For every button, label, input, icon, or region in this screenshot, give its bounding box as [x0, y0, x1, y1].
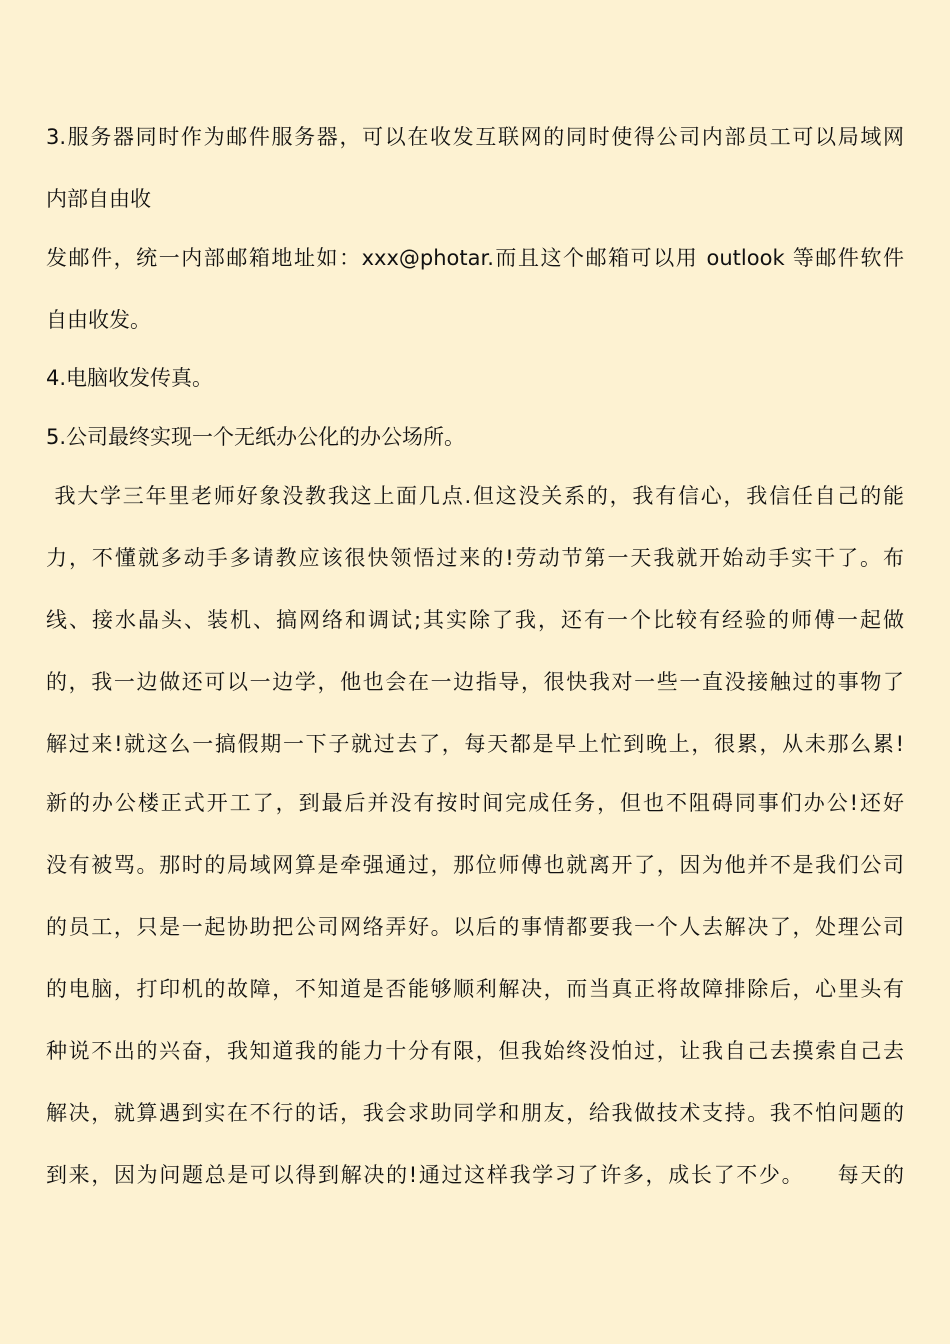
text-line: 自由收发。 — [46, 308, 151, 332]
text-line: 内部自由收 — [46, 187, 151, 211]
text-line: 的，我一边做还可以一边学，他也会在一边指导，很快我对一些一直没接触过的事物了 — [46, 670, 904, 694]
text-line: 4.电脑收发传真。 — [46, 366, 214, 390]
text-line: 的电脑，打印机的故障，不知道是否能够顺利解决，而当真正将故障排除后，心里头有 — [46, 977, 904, 1001]
text-line: 新的办公楼正式开工了，到最后并没有按时间完成任务，但也不阻碍同事们办公!还好 — [46, 791, 904, 815]
text-line: 解决，就算遇到实在不行的话，我会求助同学和朋友，给我做技术支持。我不怕问题的 — [46, 1101, 904, 1125]
text-line: 力，不懂就多动手多请教应该很快领悟过来的!劳动节第一天我就开始动手实干了。布 — [46, 546, 904, 570]
text-line: 没有被骂。那时的局域网算是牵强通过，那位师傅也就离开了，因为他并不是我们公司 — [46, 853, 904, 877]
text-line: 发邮件，统一内部邮箱地址如：xxx@photar.而且这个邮箱可以用 outlook 等邮件软件 — [46, 246, 904, 270]
text-line: 到来，因为问题总是可以得到解决的!通过这样我学习了许多，成长了不少。 每天的 — [46, 1163, 904, 1187]
text-line: 解过来!就这么一搞假期一下子就过去了，每天都是早上忙到晚上，很累，从未那么累! — [46, 732, 904, 756]
text-line: 线、接水晶头、装机、搞网络和调试;其实除了我，还有一个比较有经验的师傅一起做 — [46, 608, 904, 632]
text-line: 5.公司最终实现一个无纸办公化的办公场所。 — [46, 425, 466, 449]
text-line: 的员工，只是一起协助把公司网络弄好。以后的事情都要我一个人去解决了，处理公司 — [46, 915, 904, 939]
text-line: 种说不出的兴奋，我知道我的能力十分有限，但我始终没怕过，让我自己去摸索自己去 — [46, 1039, 904, 1063]
text-line: 3.服务器同时作为邮件服务器，可以在收发互联网的同时使得公司内部员工可以局域网 — [46, 125, 904, 149]
text-line: 我大学三年里老师好象没教我这上面几点.但这没关系的，我有信心，我信任自己的能 — [46, 484, 904, 508]
